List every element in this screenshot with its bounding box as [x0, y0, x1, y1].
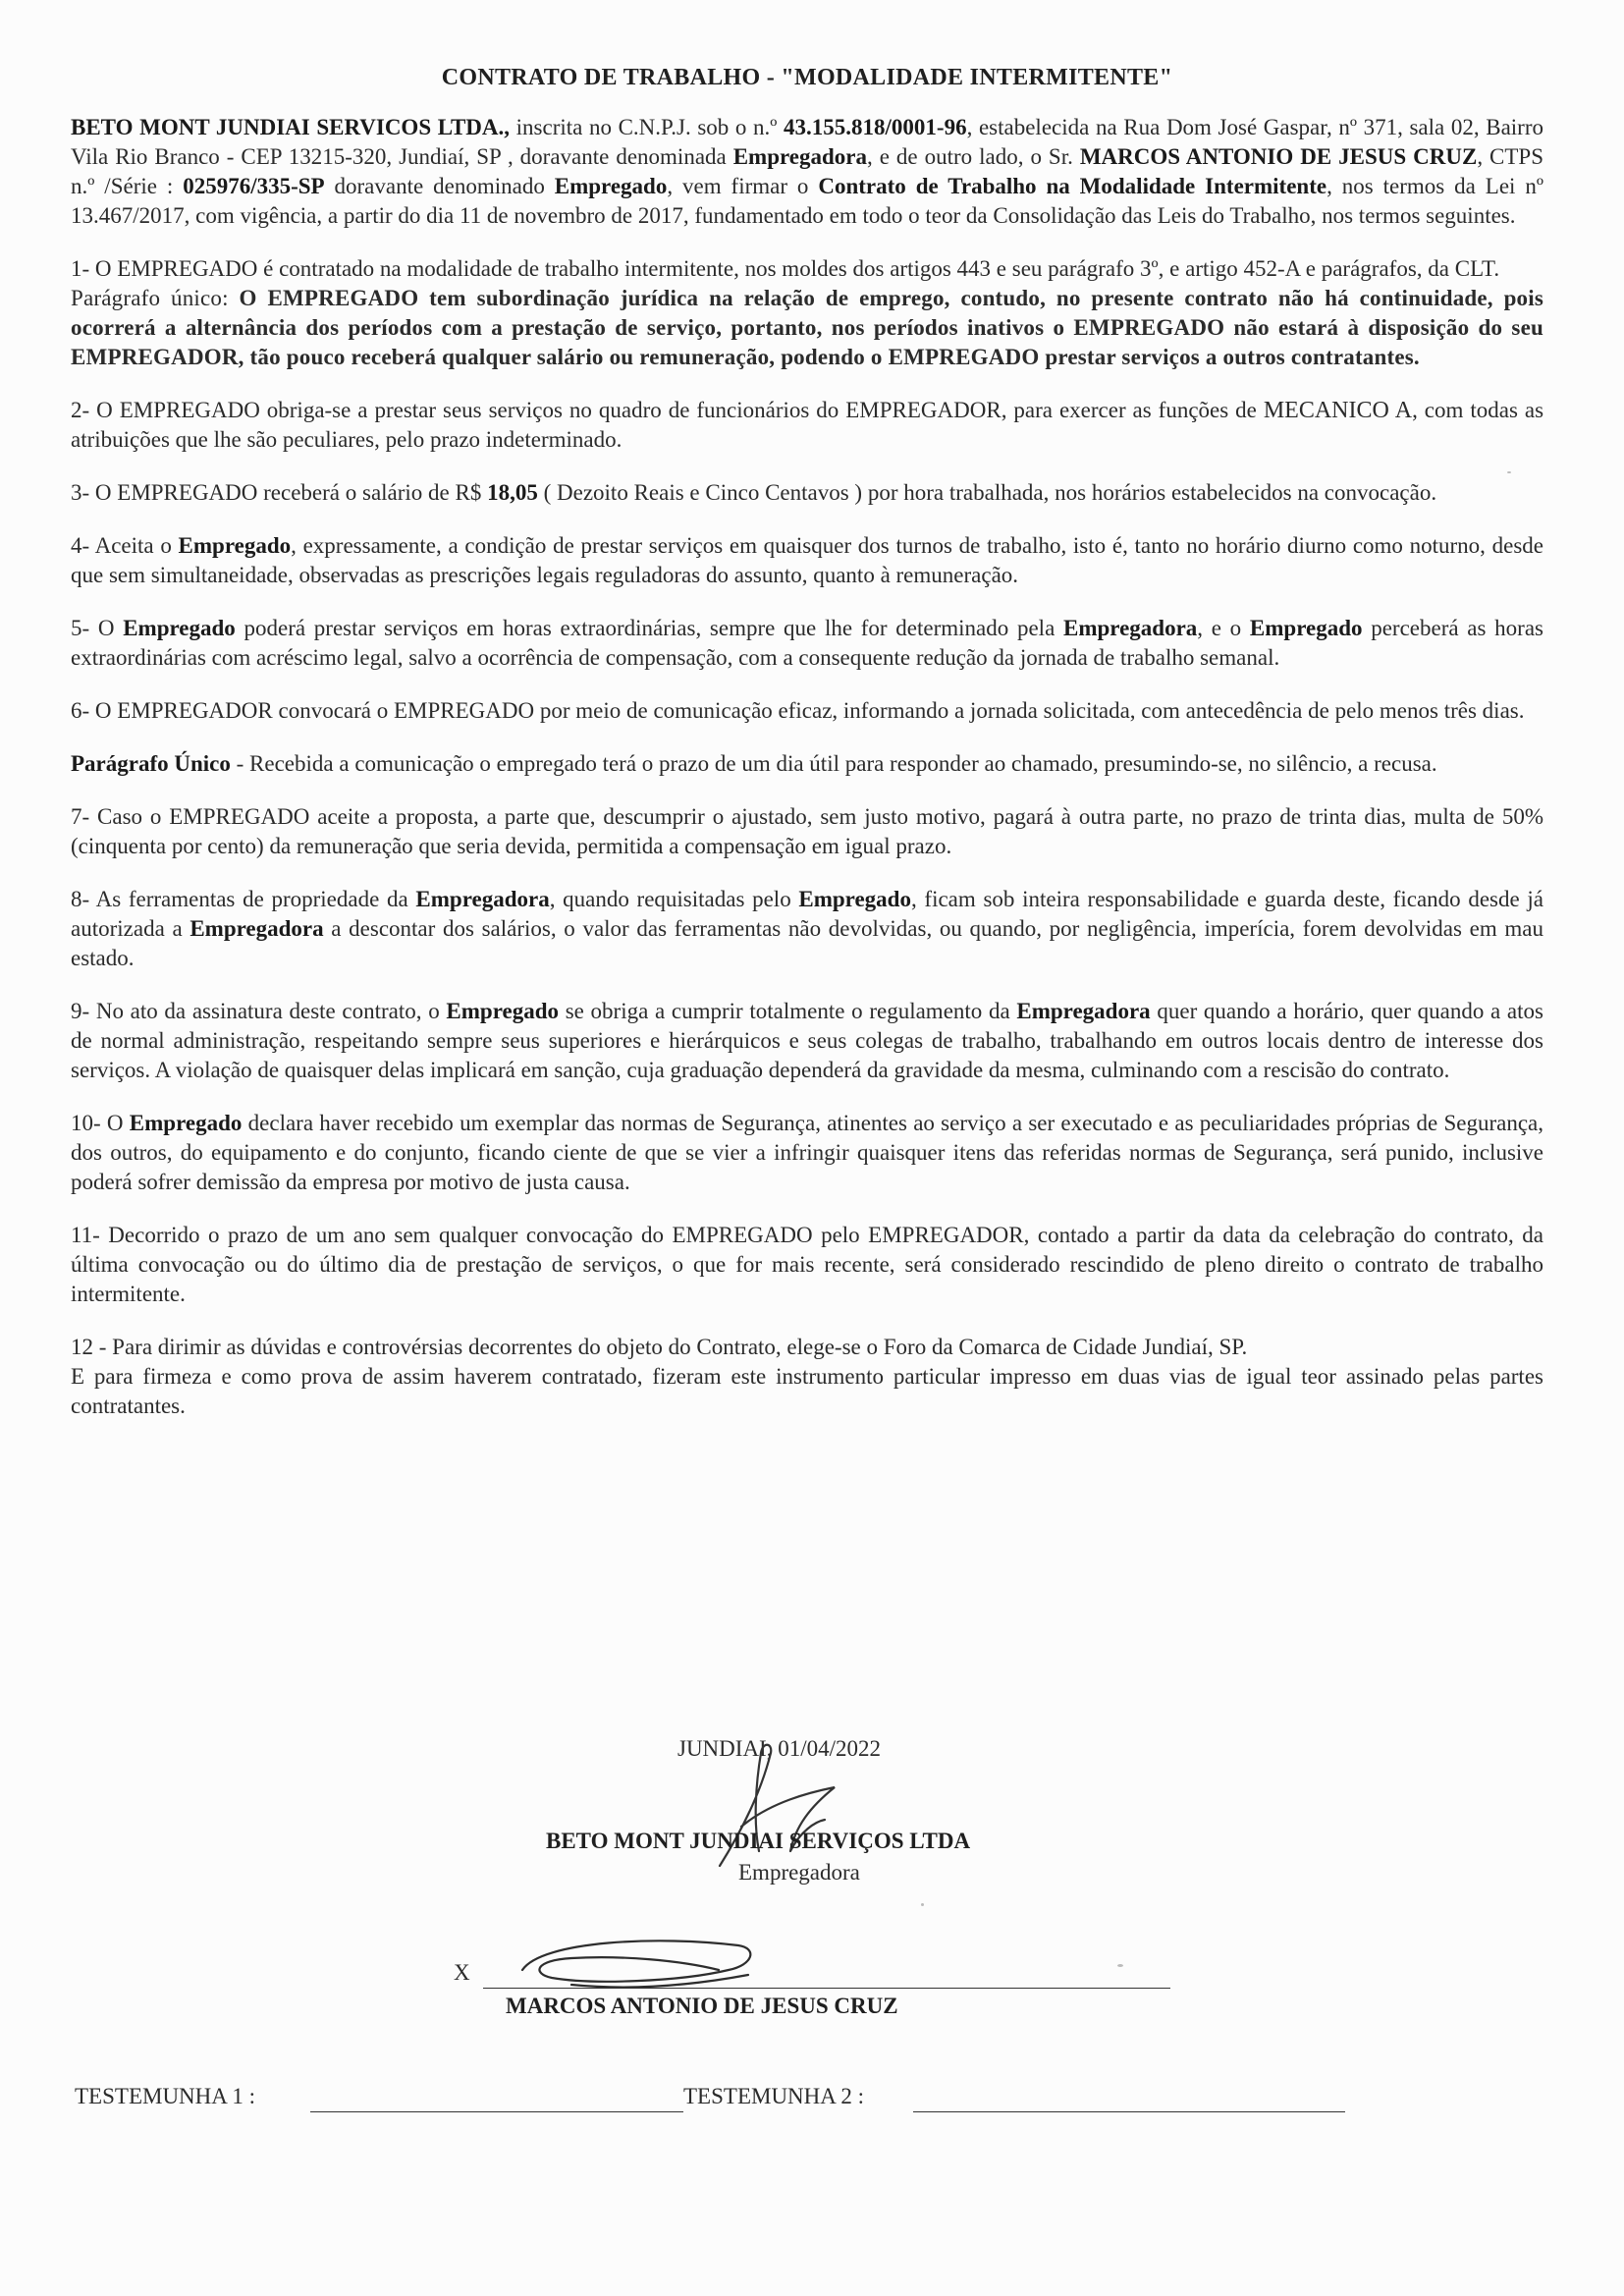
- job-role: MECANICO A: [1263, 398, 1413, 423]
- witness-1-line: [310, 2111, 683, 2112]
- employee-signatory-name: MARCOS ANTONIO DE JESUS CRUZ: [506, 1994, 898, 2018]
- paragraph-text: O EMPREGADO tem subordinação jurídica na relação de emprego, contudo, no presente contrato não há continuidade, pois ocorrerá a alternância dos períodos com a prestação de serviço, portanto, nos períodos inativos o EMPREGADO não estará à disposição do seu EMPREGADOR, tão pouco receberá qualquer salário ou remuneração, podendo o EMPREGADO prestar serviços a outros contratantes.: [71, 286, 1544, 369]
- clause-text: , expressamente, a condição de prestar serviços em quaisquer dos turnos de trabalho, isto é, tanto no horário diurno como noturno, desde que sem simultaneidade, observadas as prescrições legais reguladoras do assunto, quanto à remuneração.: [71, 533, 1544, 587]
- clause-text: 8- As ferramentas de propriedade da: [71, 887, 416, 911]
- empregadora-term: Empregadora: [415, 887, 550, 911]
- intro-text: , estabelecida na Rua Dom José Gaspar, nº 371, sala 02, Bairro Vila Rio Branco - CEP 13215-320, Jundiaí, SP , doravante denominada: [71, 115, 1543, 169]
- witness-2-line: [913, 2111, 1345, 2112]
- clause-text: , quando requisitadas pelo: [549, 887, 799, 911]
- clause-1-paragraph-unico: [71, 284, 1543, 372]
- clause-text: 9- No ato da assinatura deste contrato, o: [71, 999, 447, 1023]
- intro-text: , nos termos da Lei nº 13.467/2017, com vigência, a partir do dia 11 de novembro de 2017, fundamentado em todo o teor da Consolidação das Leis do Trabalho, nos termos seguintes.: [71, 174, 1543, 228]
- employer-signatory-name: BETO MONT JUNDIAI SERVIÇOS LTDA: [546, 1829, 971, 1853]
- clause-5: [71, 614, 1543, 673]
- clause-text: 2- O EMPREGADO obriga-se a prestar seus serviços no quadro de funcionários do EMPREGADOR, para exercer as funções de: [71, 398, 1264, 422]
- clause-text: , e o: [1197, 616, 1250, 640]
- clause-text: declara haver recebido um exemplar das normas de Segurança, atinentes ao serviço a ser executado e as peculiaridades próprias de Segurança, dos outros, do equipamento e do conjunto, ficando ciente de que se vier a infringir quaisquer itens das referidas normas de Segurança, será punido, inclusive poderá sofrer demissão da empresa por motivo de justa causa.: [71, 1111, 1543, 1194]
- clause-9: [71, 997, 1543, 1085]
- signature-x-mark: X: [454, 1960, 470, 1985]
- empregadora-term: Empregadora: [189, 916, 324, 941]
- intro-text: , CTPS n.º /Série :: [71, 144, 1544, 198]
- clause-11: 11- Decorrido o prazo de um ano sem qualquer convocação do EMPREGADO pelo EMPREGADOR, contado a partir da data da celebração do contrato, da última convocação ou do último dia de prestação de serviços, o que for mais recente, será considerado rescindido de pleno direito o contrato de trabalho intermitente.: [71, 1223, 1543, 1306]
- witness-1-label: TESTEMUNHA 1 :: [75, 2084, 255, 2108]
- empregado-term: Empregado: [554, 174, 668, 198]
- clause-text: 10- O: [71, 1111, 130, 1135]
- clause-7: 7- Caso o EMPREGADO aceite a proposta, a parte que, descumprir o ajustado, sem justo motivo, pagará à outra parte, no prazo de trinta dias, multa de 50% (cinquenta por cento) da remuneração que seria devida, permitida a compensação em igual prazo.: [71, 804, 1543, 858]
- paragraph-label: Parágrafo Único: [71, 751, 231, 776]
- scan-speck: [921, 1903, 924, 1906]
- clause-text: 3- O EMPREGADO receberá o salário de R$: [71, 480, 488, 505]
- intro-text: doravante denominado: [324, 174, 555, 198]
- employee-signature-image: [513, 1931, 768, 1999]
- empregado-term: Empregado: [178, 533, 292, 558]
- paragraph-label: Parágrafo único:: [71, 286, 229, 310]
- employee-signature-line: [483, 1988, 1170, 1989]
- clause-text: , ficam sob inteira responsabilidade e guarda deste, ficando desde já autorizada a: [71, 887, 1543, 941]
- empregado-term: Empregado: [798, 887, 911, 911]
- intro-text: , e de outro lado, o Sr.: [867, 144, 1080, 169]
- empregadora-term: Empregadora: [732, 144, 868, 169]
- clause-10: [71, 1109, 1543, 1197]
- empregado-term: Empregado: [129, 1111, 243, 1135]
- employer-signatory-role: Empregadora: [738, 1860, 860, 1885]
- empregadora-term: Empregadora: [1016, 999, 1151, 1023]
- clause-text: a descontar dos salários, o valor das ferramentas não devolvidas, ou quando, por negligência, imperícia, forem devolvidas em mau estado.: [71, 916, 1543, 970]
- intro-paragraph: [71, 113, 1543, 231]
- clause-3: [71, 478, 1543, 508]
- clause-8: [71, 885, 1543, 973]
- clause-text: 5- O: [71, 616, 124, 640]
- cnpj-number: 43.155.818/0001-96: [784, 115, 967, 139]
- closing-statement: E para firmeza e como prova de assim haverem contratado, fizeram este instrumento particular impresso em duas vias de igual teor assinado pelas partes contratantes.: [71, 1364, 1543, 1418]
- clause-text: poderá prestar serviços em horas extraordinárias, sempre que lhe for determinado pela: [235, 616, 1063, 640]
- ctps-number: 025976/335-SP: [183, 174, 325, 198]
- clause-4: [71, 531, 1543, 590]
- clause-6: 6- O EMPREGADOR convocará o EMPREGADO por meio de comunicação eficaz, informando a jornada solicitada, com antecedência de pelo menos três dias.: [71, 698, 1525, 723]
- clause-6-paragraph-unico: [71, 749, 1543, 779]
- clause-text: , com todas as atribuições que lhe são peculiares, pelo prazo indeterminado.: [71, 398, 1544, 452]
- employer-signature-image: [702, 1733, 849, 1876]
- clause-12: 12 - Para dirimir as dúvidas e controvérsias decorrentes do objeto do Contrato, elege-se o Foro da Comarca de Cidade Jundiaí, SP.: [71, 1335, 1248, 1359]
- contract-body: [71, 65, 1543, 1445]
- empregado-term: Empregado: [446, 999, 560, 1023]
- intro-text: inscrita no C.N.P.J. sob o n.º: [510, 115, 785, 139]
- clause-text: perceberá as horas extraordinárias com acréscimo legal, salvo a ocorrência de compensação, com a consequente redução da jornada de trabalho semanal.: [71, 616, 1543, 670]
- clause-text: quer quando a horário, quer quando a atos de normal administração, respeitando sempre seus superiores e hierárquicos e seus colegas de trabalho, trabalhando em outros locais dentro de interesse dos serviços. A violação de quaisquer delas implicará em sanção, cuja graduação dependerá da gravidade da mesma, culminando com a rescisão do contrato.: [71, 999, 1543, 1082]
- company-name: BETO MONT JUNDIAI SERVICOS LTDA.,: [71, 115, 511, 139]
- scan-speck: [1507, 471, 1511, 473]
- empregado-term: Empregado: [1249, 616, 1363, 640]
- empregadora-term: Empregadora: [1063, 616, 1198, 640]
- intro-text: , vem firmar o: [667, 174, 819, 198]
- worker-name: MARCOS ANTONIO DE JESUS CRUZ: [1079, 144, 1478, 169]
- document-title: CONTRATO DE TRABALHO - "MODALIDADE INTERMITENTE": [441, 65, 1173, 90]
- clause-1: 1- O EMPREGADO é contratado na modalidade de trabalho intermitente, nos moldes dos artigos 443 e seu parágrafo 3º, e artigo 452-A e parágrafos, da CLT.: [71, 256, 1500, 281]
- scan-speck: [1117, 1964, 1123, 1967]
- clause-2: [71, 396, 1543, 455]
- salary-amount: 18,05: [487, 480, 538, 505]
- paragraph-text: - Recebida a comunicação o empregado terá o prazo de um dia útil para responder ao chamado, presumindo-se, no silêncio, a recusa.: [230, 751, 1437, 776]
- witness-2-label: TESTEMUNHA 2 :: [683, 2084, 864, 2108]
- city-date: JUNDIAI, 01/04/2022: [677, 1736, 881, 1761]
- clause-text: se obriga a cumprir totalmente o regulamento da: [559, 999, 1017, 1023]
- clause-text: ( Dezoito Reais e Cinco Centavos ) por hora trabalhada, nos horários estabelecidos na convocação.: [537, 480, 1437, 505]
- clause-text: 4- Aceita o: [71, 533, 179, 558]
- contract-type: Contrato de Trabalho na Modalidade Intermitente: [818, 174, 1327, 198]
- empregado-term: Empregado: [123, 616, 236, 640]
